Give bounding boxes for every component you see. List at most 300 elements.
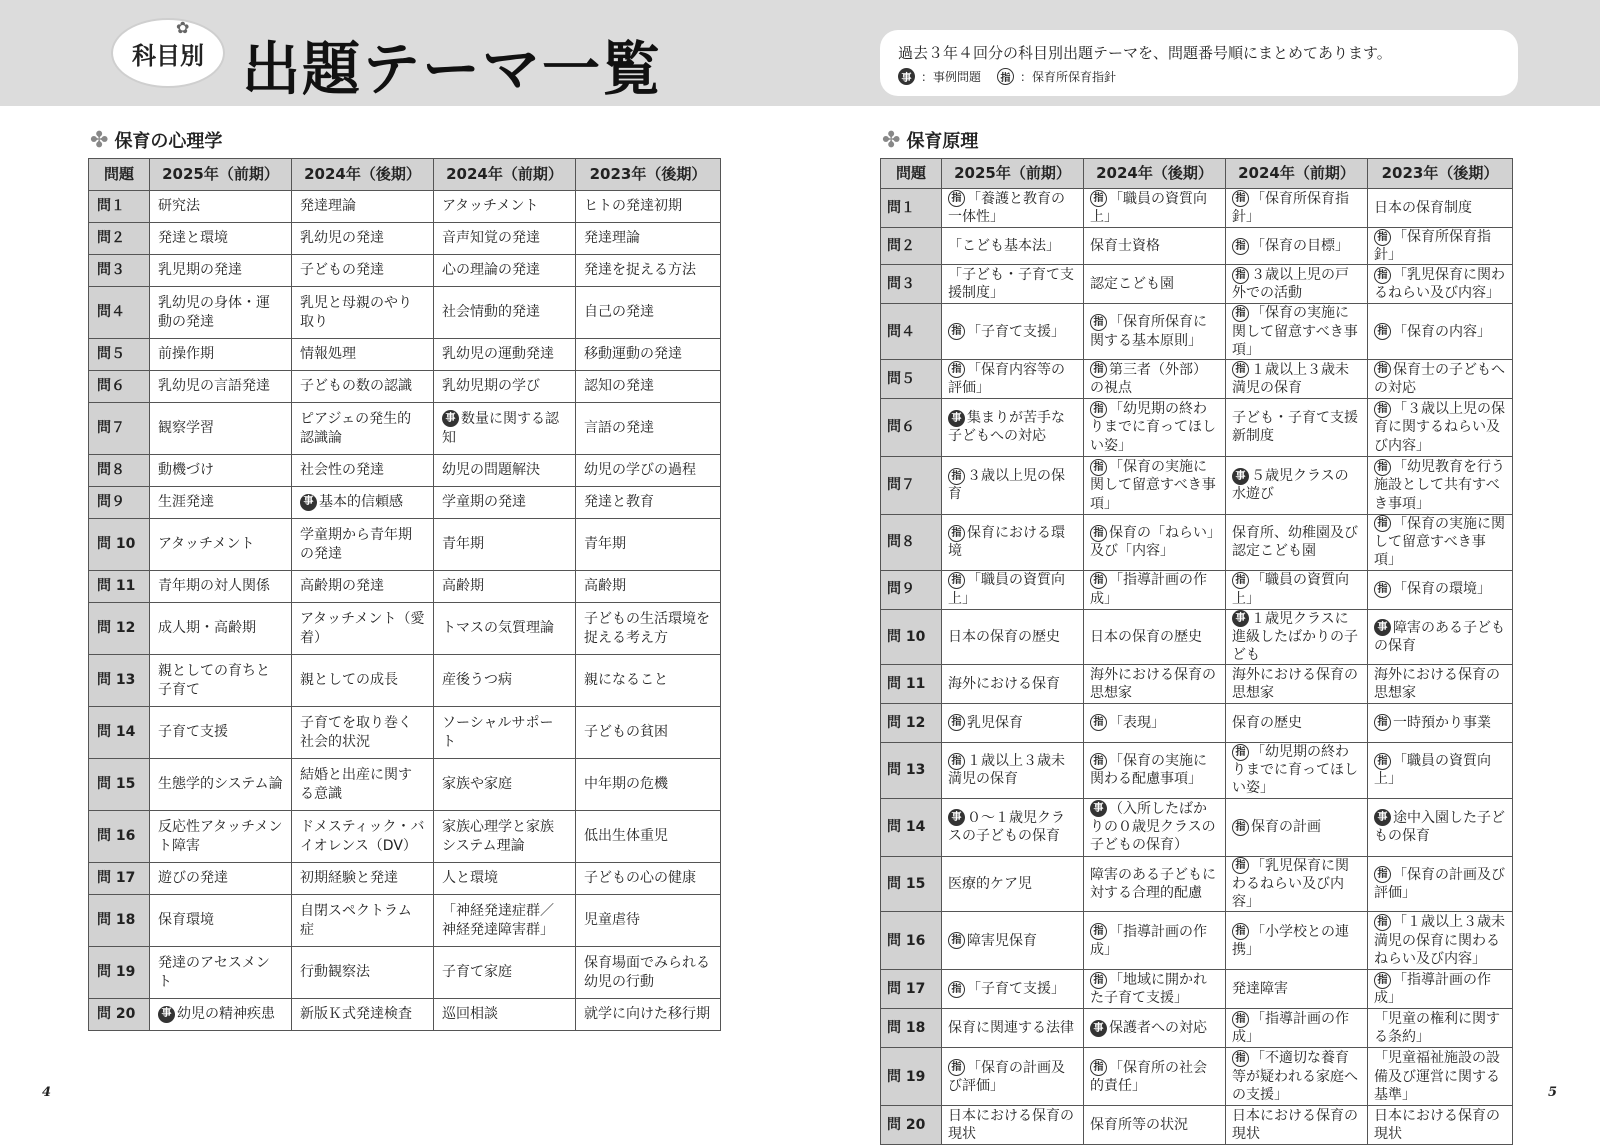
theme-cell: [292, 759, 434, 811]
cell-text: 日本における保育の現状: [1374, 1108, 1500, 1143]
cell-text: 「指導計画の作成」: [1090, 572, 1207, 607]
cell-text: 心の理論の発達: [442, 262, 540, 279]
cell-text: 「小学校との連携」: [1232, 923, 1349, 958]
cell-text: 子どもの貧困: [584, 724, 668, 741]
theme-cell: [434, 371, 576, 403]
cell-text: 成人期・高齢期: [158, 620, 256, 637]
cell-text: 子どもの数の認識: [300, 378, 412, 395]
cell-text: 保育に関連する法律: [948, 1020, 1074, 1037]
guideline-icon: 指: [948, 981, 965, 998]
psychology-theme-table: [88, 158, 721, 1031]
theme-cell: [1084, 970, 1226, 1009]
cell-text: 乳幼児期の学び: [442, 378, 540, 395]
guideline-icon: 指: [1232, 572, 1249, 589]
theme-cell: [1368, 665, 1513, 704]
theme-cell: [576, 603, 721, 655]
guideline-icon: 指: [1232, 923, 1249, 940]
theme-cell: [942, 189, 1084, 228]
theme-cell: [292, 371, 434, 403]
theme-cell: [1226, 398, 1368, 456]
table-row: [881, 798, 1513, 856]
theme-cell: [1368, 970, 1513, 1009]
cell-text: 研究法: [158, 198, 200, 215]
category-badge: [113, 20, 223, 86]
theme-cell: [1368, 1009, 1513, 1048]
page-number-left: 4: [42, 1085, 52, 1100]
case-question-icon: 事: [898, 68, 915, 85]
theme-cell: [576, 655, 721, 707]
cell-text: 発達障害: [1232, 981, 1288, 998]
theme-cell: [1084, 798, 1226, 856]
cell-text: 社会情動的発達: [442, 304, 540, 321]
theme-cell: [1368, 228, 1513, 265]
theme-cell: [150, 287, 292, 339]
guideline-icon: 指: [948, 572, 965, 589]
guideline-icon: 指: [948, 932, 965, 949]
cell-text: 「児童福祉施設の設備及び運営に関する基準」: [1374, 1050, 1500, 1103]
theme-cell: [1226, 1009, 1368, 1048]
cell-text: 海外における保育の思想家: [1090, 666, 1216, 702]
theme-cell: [434, 895, 576, 947]
theme-cell: [1368, 704, 1513, 743]
cell-text: アタッチメント: [442, 198, 539, 215]
cell-text: 障害のある子どもの保育: [1374, 619, 1505, 654]
theme-cell: [576, 999, 721, 1031]
table-row: [881, 856, 1513, 912]
legend-guideline-label: ：保育所保育指針: [1020, 70, 1117, 84]
question-number-cell: 問８: [881, 514, 942, 570]
theme-cell: [150, 707, 292, 759]
intro-text: 過去３年４回分の科目別出題テーマを、問題番号順にまとめてあります。: [898, 44, 1392, 62]
guideline-icon: 指: [1232, 238, 1249, 255]
theme-cell: [1084, 514, 1226, 570]
theme-cell: [150, 371, 292, 403]
theme-cell: [942, 359, 1084, 398]
theme-cell: [1368, 856, 1513, 912]
cell-text: 保育の計画: [1251, 819, 1321, 836]
cell-text: 児童虐待: [584, 912, 640, 929]
cell-text: （入所したばかりの０歳児クラスの子どもの保育）: [1090, 800, 1216, 854]
cell-text: 障害のある子どもに対する合理的配慮: [1090, 866, 1216, 901]
table-row: [881, 228, 1513, 265]
theme-cell: [150, 571, 292, 603]
question-number-cell: 問６: [881, 398, 942, 456]
case-question-icon: 事: [948, 410, 965, 427]
theme-cell: [150, 947, 292, 999]
cell-text: 発達と環境: [158, 230, 228, 247]
cell-text: 「乳児保育に関わるねらい及び内容」: [1374, 267, 1505, 302]
guideline-icon: 指: [948, 468, 965, 485]
table-row: [89, 519, 721, 571]
theme-cell: [150, 759, 292, 811]
question-number-cell: 問９: [89, 487, 150, 519]
guideline-icon: 指: [1374, 753, 1391, 770]
cell-text: 保育の「ねらい」及び「内容」: [1090, 525, 1214, 560]
theme-cell: [1226, 856, 1368, 912]
theme-cell: [150, 255, 292, 287]
question-number-cell: 問 17: [89, 863, 150, 895]
cell-text: 「保育の実施に関して留意すべき事項」: [1232, 305, 1358, 358]
cell-text: 「１歳以上３歳未満児の保育に関わるねらい及び内容」: [1374, 914, 1505, 967]
cell-text: アタッチメント（愛着）: [300, 610, 425, 646]
guideline-icon: 指: [1374, 401, 1391, 418]
table-row: [881, 398, 1513, 456]
cell-text: 「職員の資質向上」: [1090, 190, 1207, 225]
theme-cell: [292, 999, 434, 1031]
theme-cell: [292, 519, 434, 571]
theme-cell: [1226, 265, 1368, 304]
theme-cell: [576, 863, 721, 895]
guideline-icon: 指: [948, 323, 965, 340]
theme-cell: [1226, 1048, 1368, 1106]
cell-text: 人と環境: [442, 870, 498, 887]
theme-cell: [150, 191, 292, 223]
cell-text: 子どもの心の健康: [584, 870, 696, 887]
theme-cell: [434, 571, 576, 603]
theme-cell: [576, 339, 721, 371]
table-row: [89, 655, 721, 707]
guideline-icon: 指: [1374, 267, 1391, 284]
table-row: [881, 665, 1513, 704]
question-number-cell: 問２: [89, 223, 150, 255]
theme-cell: [292, 947, 434, 999]
theme-cell: [292, 455, 434, 487]
theme-cell: [150, 487, 292, 519]
cell-text: 生涯発達: [158, 494, 214, 511]
guideline-icon: 指: [1232, 819, 1249, 836]
cell-text: 日本の保育の歴史: [1090, 628, 1202, 645]
theme-cell: [292, 255, 434, 287]
cell-text: 保育士の子どもへの対応: [1374, 361, 1505, 396]
section-title-principles: [882, 127, 978, 153]
theme-cell: [576, 947, 721, 999]
theme-cell: [1084, 265, 1226, 304]
guideline-icon: 指: [1232, 1011, 1249, 1028]
cell-text: 集まりが苦手な子どもへの対応: [948, 410, 1065, 445]
question-number-cell: 問５: [881, 359, 942, 398]
guideline-icon: 指: [1374, 323, 1391, 340]
question-number-cell: 問 10: [881, 609, 942, 665]
cell-text: ０～１歳児クラスの子どもの保育: [948, 809, 1065, 845]
theme-cell: [1226, 665, 1368, 704]
theme-cell: [1084, 743, 1226, 799]
question-number-cell: 問７: [881, 456, 942, 514]
question-number-cell: 問 17: [881, 970, 942, 1009]
theme-cell: [1368, 1106, 1513, 1145]
theme-cell: [942, 570, 1084, 609]
question-number-cell: 問 12: [89, 603, 150, 655]
question-number-cell: 問 14: [89, 707, 150, 759]
case-question-icon: 事: [1232, 468, 1249, 485]
cell-text: 数量に関する認知: [442, 410, 559, 446]
guideline-icon: 指: [1374, 714, 1391, 731]
cell-text: 保育における環境: [948, 525, 1065, 560]
table-row: [89, 863, 721, 895]
cell-text: 「保育の内容」: [1393, 323, 1491, 340]
cell-text: ５歳児クラスの水遊び: [1232, 468, 1349, 503]
question-number-cell: 問３: [881, 265, 942, 304]
cell-text: 子どもの発達: [300, 262, 384, 279]
guideline-icon: 指: [948, 753, 965, 770]
cell-text: ピアジェの発生的認識論: [300, 410, 412, 446]
theme-cell: [576, 191, 721, 223]
clover-icon: ✤: [882, 127, 901, 153]
theme-cell: [1226, 609, 1368, 665]
table-row: [881, 456, 1513, 514]
theme-cell: [292, 339, 434, 371]
theme-cell: [576, 223, 721, 255]
theme-cell: [434, 339, 576, 371]
cell-text: 中年期の危機: [584, 776, 668, 793]
theme-cell: [292, 223, 434, 255]
guideline-icon: 指: [1090, 361, 1107, 378]
theme-cell: [1084, 609, 1226, 665]
question-number-cell: 問 15: [89, 759, 150, 811]
theme-cell: [576, 519, 721, 571]
intro-note: [880, 30, 1518, 96]
cell-text: 新版Ｋ式発達検査: [300, 1006, 412, 1023]
cell-text: 発達理論: [584, 230, 640, 247]
table-row: [89, 191, 721, 223]
cell-text: 青年期: [584, 536, 626, 553]
theme-cell: [942, 704, 1084, 743]
cell-text: １歳児クラスに進級したばかりの子ども: [1232, 610, 1358, 663]
cell-text: 子ども・子育て支援新制度: [1232, 410, 1358, 445]
cell-text: 認定こども園: [1090, 276, 1174, 293]
theme-cell: [576, 255, 721, 287]
theme-cell: [1084, 665, 1226, 704]
cell-text: 「指導計画の作成」: [1090, 923, 1207, 958]
guideline-icon: 指: [1090, 972, 1107, 989]
question-number-cell: 問７: [89, 403, 150, 455]
theme-cell: [576, 811, 721, 863]
table-row: [89, 759, 721, 811]
cell-text: 「保育の実施に関して留意すべき事項」: [1374, 515, 1505, 569]
cell-text: 「指導計画の作成」: [1232, 1011, 1349, 1046]
cell-text: 子育て家庭: [442, 964, 512, 981]
table-header-row: [881, 159, 1513, 189]
cell-text: 乳児保育: [967, 714, 1023, 731]
column-header: 問題: [89, 159, 150, 191]
badge-label: 科目別: [132, 41, 204, 70]
cell-text: 家族心理学と家族システム理論: [442, 818, 554, 854]
column-header: 2023年（後期）: [576, 159, 721, 191]
cell-text: 家族や家庭: [442, 776, 512, 793]
theme-cell: [942, 304, 1084, 360]
theme-cell: [1368, 1048, 1513, 1106]
theme-cell: [576, 707, 721, 759]
theme-cell: [1084, 570, 1226, 609]
guideline-icon: 指: [1232, 190, 1249, 207]
cell-text: 高齢期の発達: [300, 578, 384, 595]
table-row: [89, 947, 721, 999]
theme-cell: [576, 487, 721, 519]
cell-text: 発達理論: [300, 198, 356, 215]
table-row: [89, 571, 721, 603]
guideline-icon: 指: [1232, 267, 1249, 284]
theme-cell: [1084, 228, 1226, 265]
cell-text: 「保育内容等の評価」: [948, 361, 1065, 396]
cell-text: １歳以上３歳未満児の保育: [1232, 361, 1349, 396]
question-number-cell: 問 20: [881, 1106, 942, 1145]
legend-case-label: ：事例問題: [921, 70, 982, 84]
case-question-icon: 事: [158, 1006, 175, 1023]
cell-text: トマスの気質理論: [442, 620, 554, 637]
theme-cell: [1084, 1106, 1226, 1145]
cell-text: 青年期: [442, 536, 484, 553]
question-number-cell: 問 20: [89, 999, 150, 1031]
column-header: 2024年（前期）: [1226, 159, 1368, 189]
table-row: [881, 912, 1513, 970]
theme-cell: [1084, 1009, 1226, 1048]
theme-cell: [1226, 456, 1368, 514]
question-number-cell: 問 11: [89, 571, 150, 603]
guideline-icon: 指: [948, 525, 965, 542]
question-number-cell: 問 18: [881, 1009, 942, 1048]
theme-cell: [1226, 798, 1368, 856]
question-number-cell: 問 15: [881, 856, 942, 912]
cell-text: 保護者への対応: [1109, 1020, 1207, 1037]
theme-cell: [576, 455, 721, 487]
guideline-icon: 指: [1090, 190, 1107, 207]
theme-cell: [1226, 359, 1368, 398]
theme-cell: [1368, 514, 1513, 570]
cell-text: 遊びの発達: [158, 870, 228, 887]
cell-text: 乳幼児の運動発達: [442, 346, 554, 363]
cell-text: 「保育の計画及び評価」: [1374, 866, 1505, 901]
theme-cell: [576, 571, 721, 603]
theme-cell: [576, 287, 721, 339]
question-number-cell: 問５: [89, 339, 150, 371]
theme-cell: [942, 514, 1084, 570]
cell-text: アタッチメント: [158, 536, 255, 553]
theme-cell: [292, 603, 434, 655]
theme-cell: [1368, 743, 1513, 799]
cell-text: 「保育の実施に関して留意すべき事項」: [1090, 459, 1216, 512]
theme-cell: [1226, 514, 1368, 570]
column-header: 2025年（前期）: [150, 159, 292, 191]
cell-text: 初期経験と発達: [300, 870, 398, 887]
theme-cell: [434, 707, 576, 759]
theme-cell: [576, 895, 721, 947]
cell-text: 保育士資格: [1090, 238, 1160, 255]
guideline-icon: 指: [1090, 314, 1107, 331]
guideline-icon: 指: [1090, 572, 1107, 589]
table-row: [881, 1048, 1513, 1106]
cell-text: 途中入園した子どもの保育: [1374, 809, 1505, 845]
flower-icon: ✿: [176, 18, 190, 37]
theme-cell: [292, 571, 434, 603]
guideline-icon: 指: [1090, 753, 1107, 770]
theme-cell: [942, 743, 1084, 799]
theme-cell: [434, 403, 576, 455]
cell-text: 基本的信頼感: [319, 494, 403, 511]
cell-text: 「幼児期の終わりまでに育ってほしい姿」: [1232, 744, 1358, 797]
guideline-icon: 指: [1374, 972, 1391, 989]
guideline-icon: 指: [1374, 515, 1391, 532]
guideline-icon: 指: [1232, 744, 1249, 761]
question-number-cell: 問６: [89, 371, 150, 403]
cell-text: 乳幼児の発達: [300, 230, 384, 247]
table-row: [89, 371, 721, 403]
table-row: [89, 455, 721, 487]
cell-text: 移動運動の発達: [584, 346, 682, 363]
question-number-cell: 問 11: [881, 665, 942, 704]
table-row: [881, 570, 1513, 609]
case-question-icon: 事: [1374, 809, 1391, 826]
column-header: 2023年（後期）: [1368, 159, 1513, 189]
question-number-cell: 問 18: [89, 895, 150, 947]
theme-cell: [942, 856, 1084, 912]
theme-cell: [1226, 912, 1368, 970]
theme-cell: [434, 455, 576, 487]
theme-cell: [292, 895, 434, 947]
legend: [898, 68, 1116, 85]
cell-text: 「保育所保育指針」: [1374, 229, 1491, 264]
table-row: [881, 189, 1513, 228]
theme-cell: [942, 398, 1084, 456]
cell-text: 観察学習: [158, 420, 214, 437]
table-row: [881, 304, 1513, 360]
theme-cell: [434, 487, 576, 519]
cell-text: 低出生体重児: [584, 828, 668, 845]
page-header: [0, 0, 1600, 106]
cell-text: 海外における保育の思想家: [1232, 666, 1358, 702]
cell-text: 「保育の実施に関わる配慮事項」: [1090, 753, 1207, 788]
theme-cell: [1368, 304, 1513, 360]
theme-cell: [434, 759, 576, 811]
theme-cell: [292, 287, 434, 339]
cell-text: ３歳以上児の戸外での活動: [1232, 267, 1349, 302]
theme-cell: [1368, 609, 1513, 665]
column-header: 2024年（後期）: [292, 159, 434, 191]
cell-text: 産後うつ病: [442, 672, 512, 689]
theme-cell: [292, 403, 434, 455]
table-row: [881, 704, 1513, 743]
cell-text: 第三者（外部）の視点: [1090, 361, 1207, 396]
question-number-cell: 問 19: [89, 947, 150, 999]
cell-text: 「保育の環境」: [1393, 581, 1491, 598]
guideline-icon: 指: [997, 68, 1014, 85]
theme-cell: [1368, 912, 1513, 970]
theme-cell: [942, 265, 1084, 304]
theme-cell: [1226, 970, 1368, 1009]
cell-text: 「保育所保育指針」: [1232, 190, 1349, 225]
guideline-icon: 指: [948, 1059, 965, 1076]
cell-text: 医療的ケア児: [948, 875, 1032, 892]
cell-text: 「職員の資質向上」: [1374, 753, 1491, 788]
guideline-icon: 指: [1090, 525, 1107, 542]
table-row: [881, 1106, 1513, 1145]
theme-cell: [1368, 456, 1513, 514]
table-row: [881, 743, 1513, 799]
theme-cell: [150, 455, 292, 487]
theme-cell: [292, 655, 434, 707]
cell-text: 認知の発達: [584, 378, 654, 395]
cell-text: 「こども基本法」: [948, 238, 1060, 255]
case-question-icon: 事: [1232, 610, 1249, 627]
cell-text: 親としての育ちと子育て: [158, 662, 270, 698]
principles-theme-table: [880, 158, 1513, 1145]
question-number-cell: 問 19: [881, 1048, 942, 1106]
theme-cell: [1226, 1106, 1368, 1145]
cell-text: ヒトの発達初期: [584, 198, 682, 215]
table-row: [881, 514, 1513, 570]
cell-text: 「３歳以上児の保育に関するねらい及び内容」: [1374, 401, 1505, 454]
question-number-cell: 問 10: [89, 519, 150, 571]
table-row: [89, 603, 721, 655]
guideline-icon: 指: [948, 361, 965, 378]
